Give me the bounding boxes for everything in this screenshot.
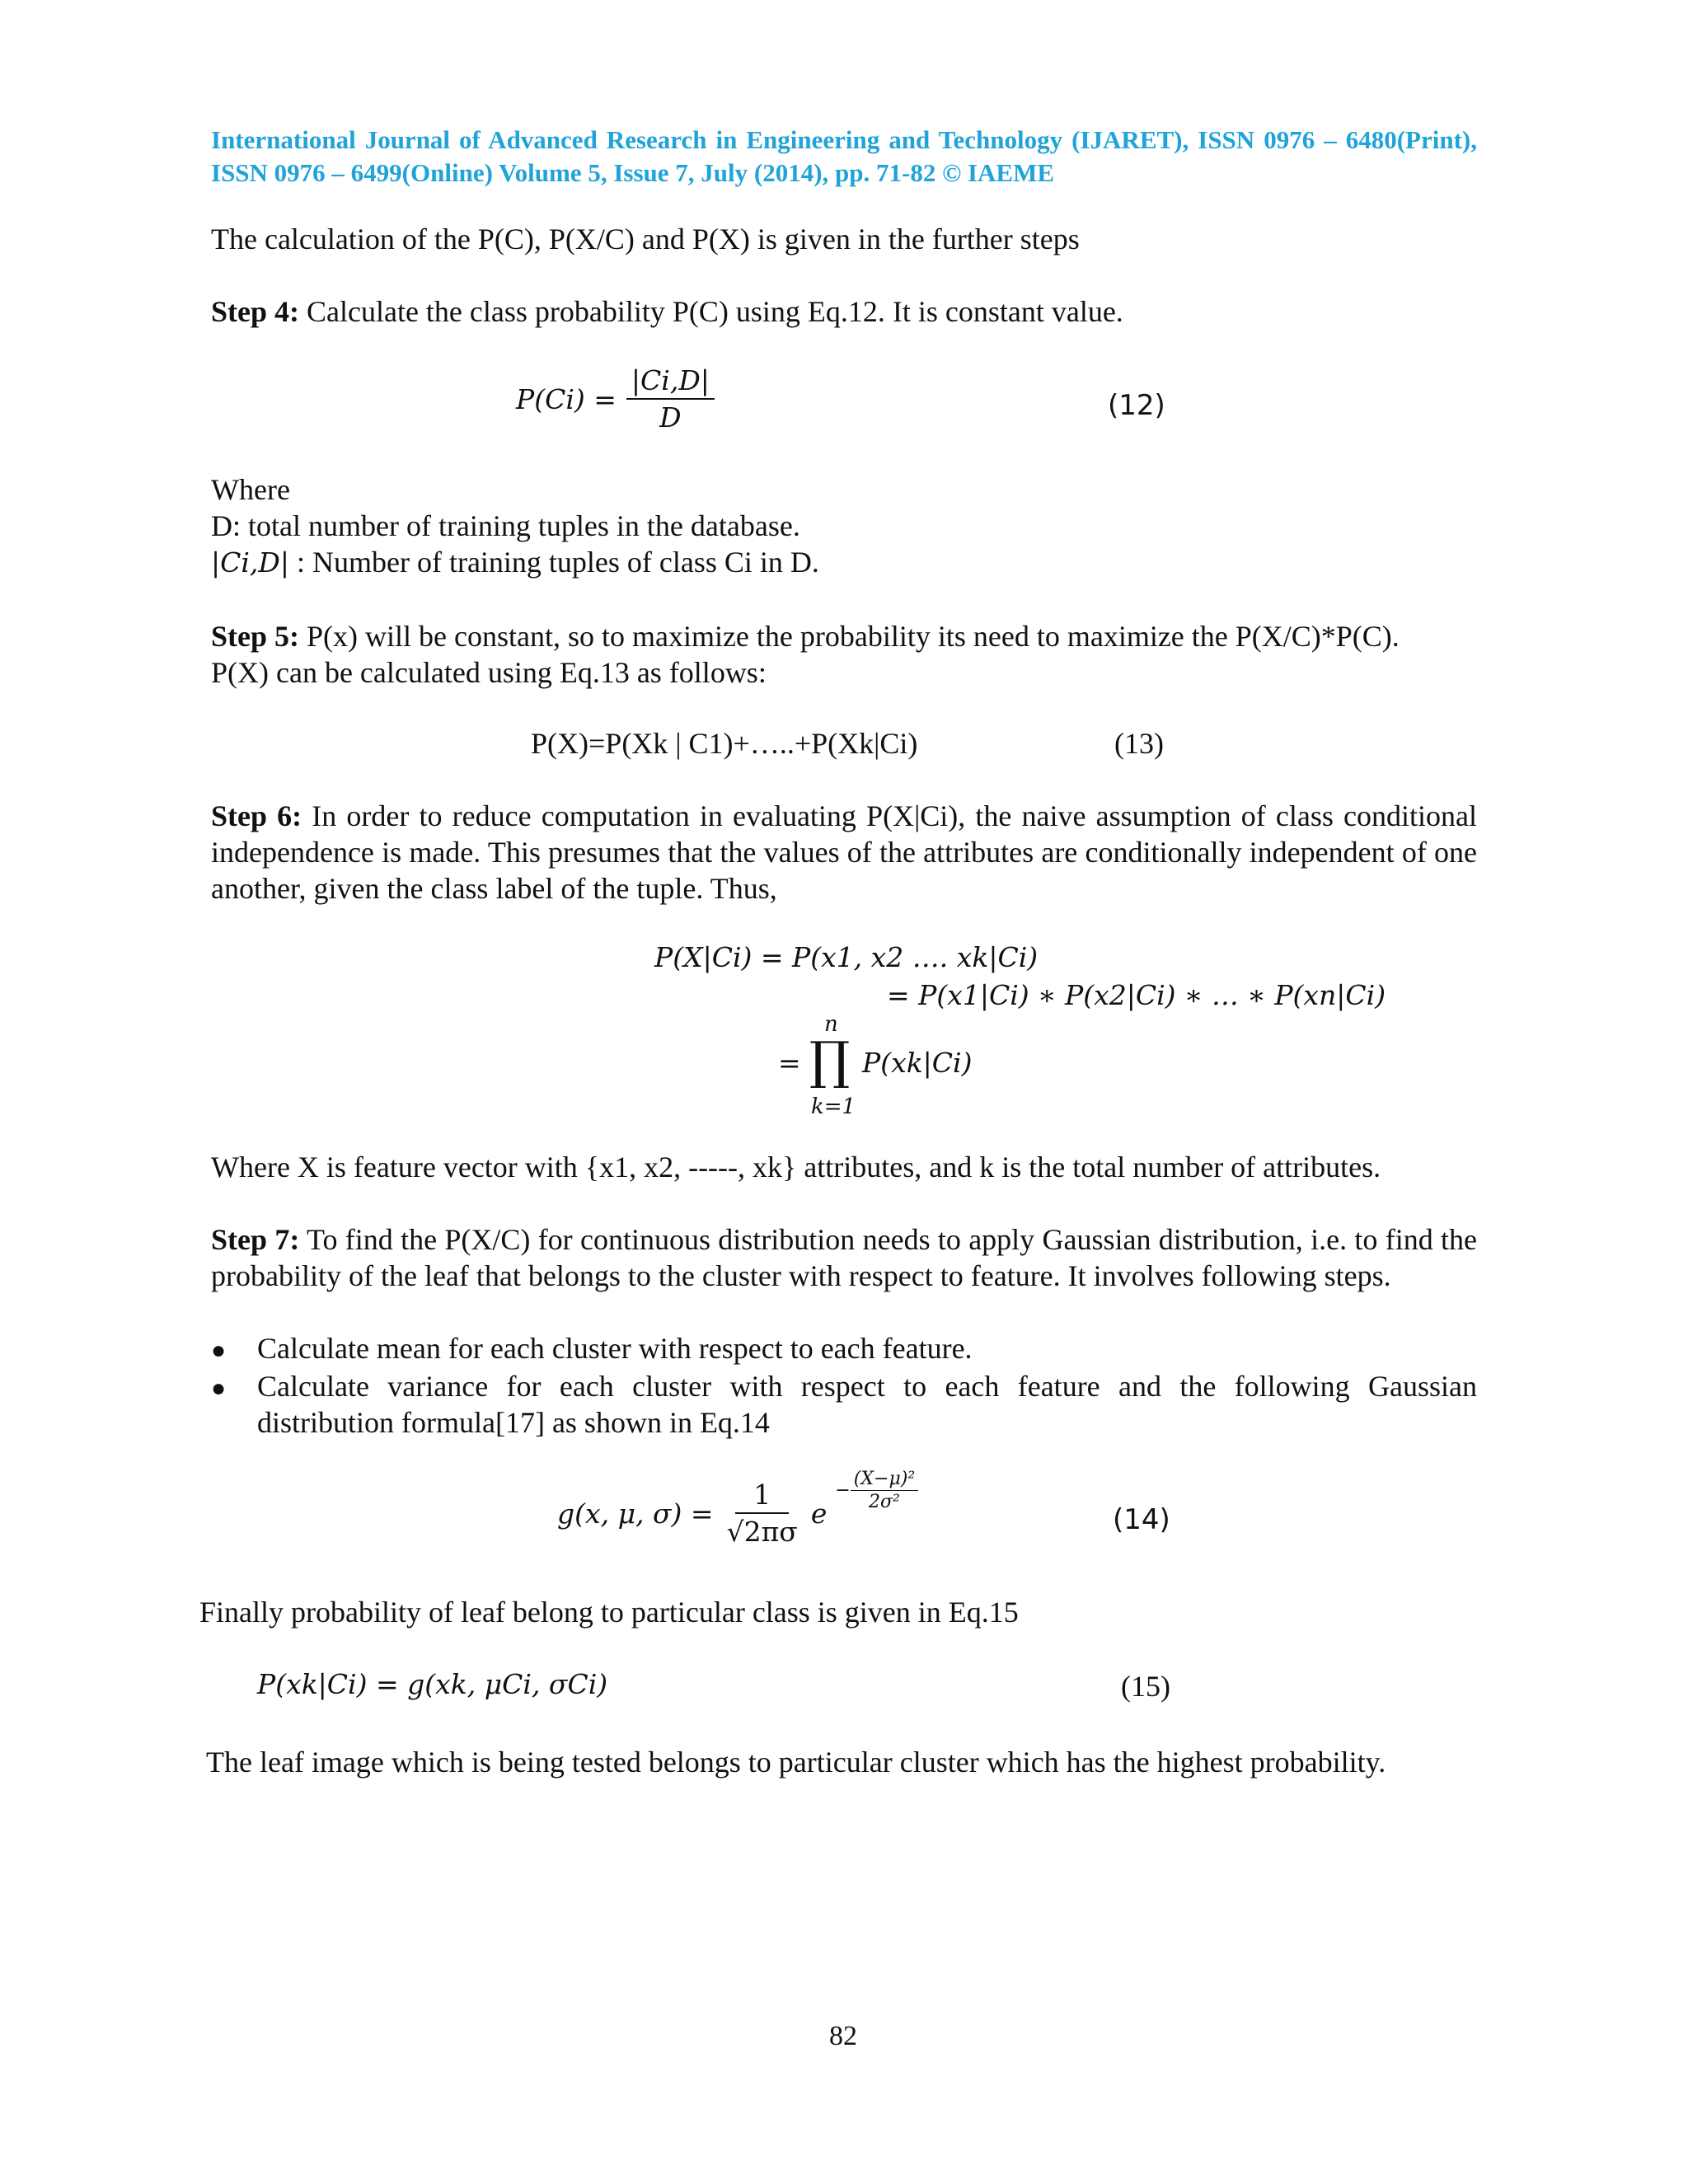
eq14-exp-fraction	[851, 1469, 918, 1512]
eq14-exponent	[835, 1469, 918, 1512]
cid-text: : Number of training tuples of class Ci in D.	[297, 546, 819, 579]
eq12-numerator: |Ci,D|	[626, 364, 715, 400]
bullet-icon: ●	[211, 1337, 227, 1364]
step6-paragraph	[211, 798, 1477, 907]
step5-paragraph	[211, 618, 1400, 654]
step7-paragraph	[211, 1221, 1477, 1294]
eq14-exp-denominator: 2σ²	[869, 1491, 900, 1512]
step7-text: To find the P(X/C) for continuous distribution needs to apply Gaussian distribution, i.e. to find the probability of the leaf that belongs to the cluster with respect to feature. It involves following steps.	[211, 1223, 1477, 1292]
bullet-item-1	[211, 1330, 973, 1369]
intro-text: The calculation of the P(C), P(X/C) and P(X) is given in the further steps	[211, 223, 1080, 255]
eq-prod-term: P(xk|Ci)	[862, 1047, 973, 1079]
eq12-lhs: P(Ci) =	[516, 382, 617, 415]
final-text: Finally probability of leaf belong to particular class is given in Eq.15	[199, 1596, 1019, 1629]
bullet-text-1: Calculate mean for each cluster with respect to each feature.	[257, 1332, 973, 1365]
eq14-tag: (14)	[1113, 1503, 1170, 1536]
eq14-fraction	[722, 1479, 803, 1548]
eq14-lhs: g(x, μ, σ) =	[557, 1497, 714, 1530]
bullet-text-2: Calculate variance for each cluster with respect to each feature and the following Gaussian distribution formula[17] as shown in Eq.14	[257, 1370, 1477, 1439]
eq14-numerator: 1	[735, 1479, 789, 1514]
eq14-exp-minus: −	[835, 1479, 851, 1501]
page-number: 82	[829, 2021, 857, 2051]
where-label: Where	[211, 473, 290, 506]
feature-vector-text: Where X is feature vector with {x1, x2, -----, xk} attributes, and k is the total number of attributes.	[211, 1151, 1381, 1183]
equation-13: P(X)=P(Xk | C1)+…..+P(Xk|Ci)	[531, 727, 918, 760]
step4-label: Step 4:	[211, 295, 299, 328]
eq12-fraction	[626, 364, 715, 434]
bullet-item-2	[211, 1368, 226, 1407]
eq14-e: e	[810, 1497, 828, 1530]
definition-d: D: total number of training tuples in the database.	[211, 509, 800, 542]
step5-line1: P(x) will be constant, so to maximize the probability its need to maximize the P(X/C)*P(C).	[307, 620, 1400, 653]
bullet-icon: ●	[211, 1375, 227, 1402]
equation-12	[516, 364, 715, 434]
eq12-denominator: D	[659, 401, 682, 434]
journal-header: International Journal of Advanced Research in Engineering and Technology (IJARET), ISSN 0976 – 6480(Print), ISSN 0976 – 6499(Online) Volume 5, Issue 7, July (2014), pp. 71-82 © IAEME	[211, 125, 1477, 187]
step6-label: Step 6:	[211, 799, 302, 832]
cid-symbol: |Ci,D|	[211, 546, 289, 579]
product-symbol: ∏	[809, 1030, 851, 1090]
eq-prod-upper: n	[824, 1012, 838, 1037]
eq-prod-lower: k=1	[811, 1094, 856, 1119]
step7-label: Step 7:	[211, 1223, 300, 1256]
eq-prod-equals: =	[778, 1047, 801, 1079]
closing-text: The leaf image which is being tested belongs to particular cluster which has the highest probability.	[206, 1746, 1386, 1779]
eq14-exp-numerator: (X−μ)²	[851, 1469, 918, 1491]
step4-paragraph	[211, 293, 1123, 330]
eq-naive-line1: P(X|Ci) = P(x1, x2 …. xk|Ci)	[654, 941, 1039, 973]
equation-15: P(xk|Ci) = g(xk, μCi, σCi)	[257, 1668, 608, 1700]
eq-naive-line2: = P(x1|Ci) ∗ P(x2|Ci) ∗ … ∗ P(xn|Ci)	[887, 979, 1386, 1011]
eq13-tag: (13)	[1114, 727, 1164, 760]
equation-14	[557, 1468, 918, 1548]
definition-cid	[211, 544, 819, 581]
eq15-tag: (15)	[1121, 1670, 1170, 1703]
step5-line2: P(X) can be calculated using Eq.13 as follows:	[211, 656, 767, 689]
step5-label: Step 5:	[211, 620, 299, 653]
eq14-denominator: √2πσ	[726, 1516, 798, 1548]
step6-text: In order to reduce computation in evaluating P(X|Ci), the naive assumption of class conditional independence is made. This presumes that the values of the attributes are conditionally independent of one another, given the class label of the tuple. Thus,	[211, 799, 1478, 905]
step4-text: Calculate the class probability P(C) using Eq.12. It is constant value.	[307, 295, 1123, 328]
eq12-tag: (12)	[1108, 389, 1165, 422]
